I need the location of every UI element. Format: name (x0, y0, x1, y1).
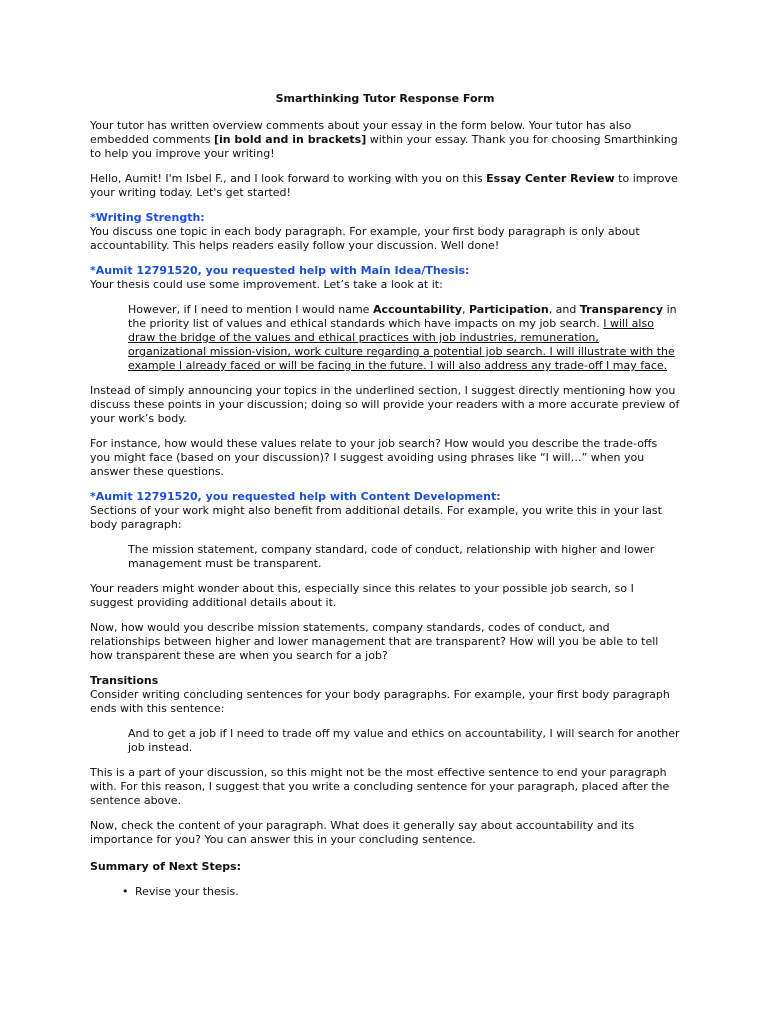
transitions-comment-2: Now, check the content of your paragraph. What does it generally say about accountability and its importance for you? You can answer this in your concluding sentence. (90, 819, 635, 846)
writing-strength-heading: *Writing Strength: (90, 211, 205, 224)
thesis-section (90, 264, 680, 292)
content-comment-2: Now, how would you describe mission statements, company standards, codes of conduct, and relationships between higher and lower management that are transparent? How will you be able to tell how transparent these are when you search for a job? (90, 621, 659, 662)
list-item (122, 885, 680, 899)
intro-paragraph (90, 119, 680, 161)
thesis-comment-2: For instance, how would these values relate to your job search? How would you describe the trade-offs you might face (based on your discussion)? I suggest avoiding using phrases like “I will…” when you answer these questions. (90, 437, 658, 478)
greeting-bold-text: Essay Center Review (486, 172, 615, 185)
intro-text-end: within your essay. Thank you for choosing Smarthinking to help you improve your writing! (90, 133, 678, 160)
content-section (90, 490, 680, 532)
thesis-quote-underlined: I will also draw the bridge of the values and ethical practices with job industries, remuneration, organizational mission-vision, work culture regarding a potential job search. I will illustrate with the example I already faced or will be facing in the future. I will also address any trade-off I may face. (128, 317, 675, 372)
thesis-quote-separator: , and (548, 303, 580, 316)
content-intro: Sections of your work might also benefit from additional details. For example, you write this in your last body paragraph: (90, 504, 662, 531)
intro-text: Your tutor has written overview comments about your essay in the form below. Your tutor has also embedded comments (90, 119, 632, 146)
thesis-quote-accountability: Accountability (372, 303, 463, 316)
thesis-quote-text: However, if I need to mention I would name (128, 303, 373, 316)
summary-item-text: Revise your thesis. (135, 885, 239, 898)
content-comment-1: Your readers might wonder about this, especially since this relates to your possible job search, so I suggest providing additional details about it. (90, 582, 634, 609)
greeting-text-end: to improve your writing today. Let's get started! (90, 172, 678, 199)
thesis-heading: *Aumit 12791520, you requested help with Main Idea/Thesis: (90, 264, 470, 277)
thesis-quote-transparency: Transparency (579, 303, 664, 316)
greeting-text: Hello, Aumit! I'm Isbel F., and I look forward to working with you on this (90, 172, 487, 185)
transitions-intro: Consider writing concluding sentences for your body paragraphs. For example, your first body paragraph ends with this sentence: (90, 688, 670, 715)
thesis-quote-text-mid: in the priority list of values and ethical standards which have impacts on my job search. (128, 303, 677, 330)
summary-heading: Summary of Next Steps: (90, 860, 242, 873)
greeting-paragraph (90, 172, 680, 200)
thesis-quote-separator: , (462, 303, 470, 316)
thesis-quote-participation: Participation (469, 303, 549, 316)
transitions-heading: Transitions (90, 674, 159, 687)
content-heading: *Aumit 12791520, you requested help with Content Development: (90, 490, 501, 503)
intro-bold-text: [in bold and in brackets] (213, 133, 367, 146)
writing-strength-section (90, 211, 680, 253)
transitions-comment-1: This is a part of your discussion, so this might not be the most effective sentence to end your paragraph with. For this reason, I suggest that you write a concluding sentence for your paragraph, placed after the sentence above. (90, 766, 670, 807)
thesis-comment-1: Instead of simply announcing your topics in the underlined section, I suggest directly mentioning how you discuss these points in your discussion; doing so will provide your readers with a more accurate preview of your work’s body. (90, 384, 680, 425)
page-title: Smarthinking Tutor Response Form (275, 92, 495, 105)
writing-strength-body: You discuss one topic in each body paragraph. For example, your first body paragraph is only about accountability. This helps readers easily follow your discussion. Well done! (90, 225, 640, 252)
content-quote: The mission statement, company standard, code of conduct, relationship with higher and lower management must be transparent. (128, 543, 655, 570)
transitions-section (90, 674, 680, 716)
transitions-quote: And to get a job if I need to trade off my value and ethics on accountability, I will search for another job instead. (128, 727, 680, 754)
summary-list (90, 885, 680, 899)
thesis-quote (128, 303, 680, 373)
thesis-intro: Your thesis could use some improvement. Let’s take a look at it: (90, 278, 443, 291)
bullet-icon: • (122, 885, 129, 898)
